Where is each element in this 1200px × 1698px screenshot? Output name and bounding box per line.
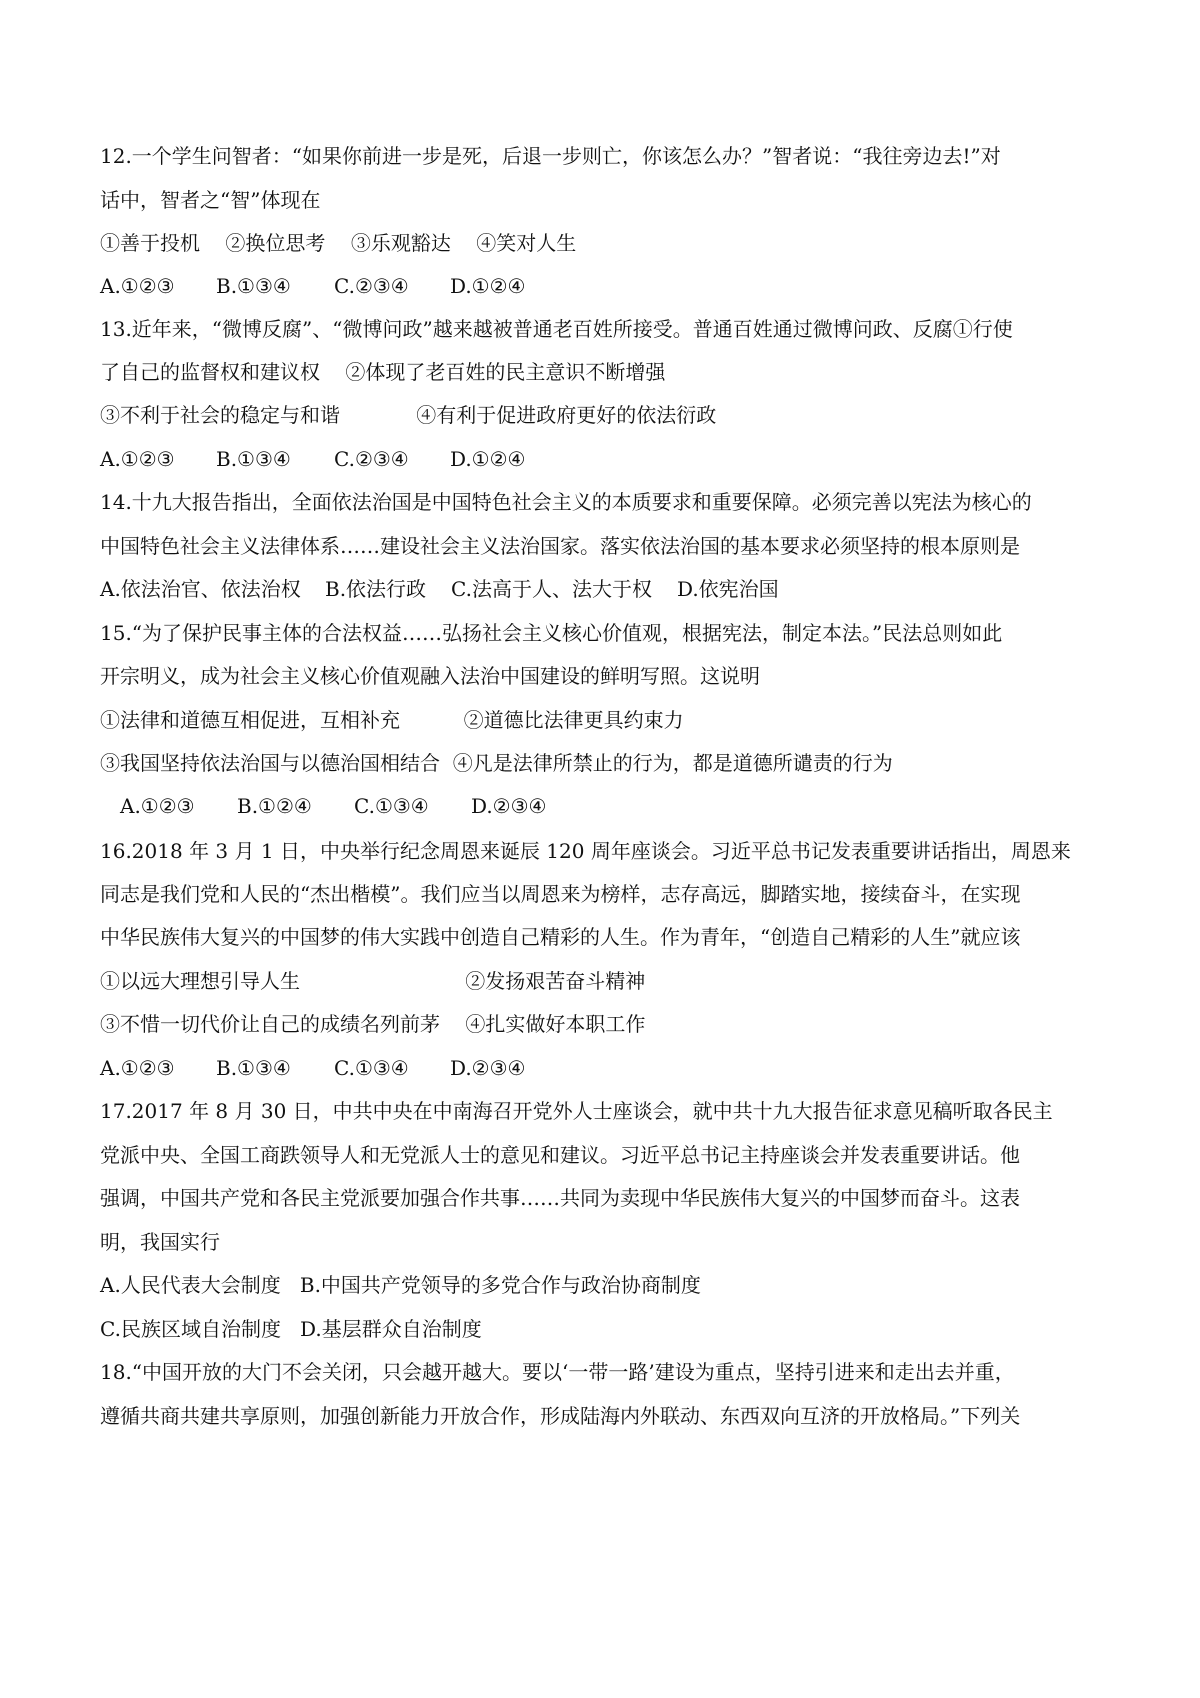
q17-stem-line-4: 明，我国实行	[100, 1230, 220, 1254]
q12-option-b: B.①③④	[216, 274, 291, 298]
q13-stem-line-3: ③不利于社会的稳定与和谐 ④有利于促进政府更好的依法衍政	[100, 403, 717, 427]
q18-stem-line-1: 18.“中国开放的大门不会关闭，只会越开越大。要以‘一带一路’建设为重点，坚持引进来和走出去并重，	[100, 1360, 1015, 1384]
q17-stem-line-1: 17.2017 年 8 月 30 日，中共中央在中南海召开党外人士座谈会，就中共十九大报告征求意见稿听取各民主	[100, 1099, 1053, 1123]
q17-stem-line-2: 党派中央、全国工商跌领导人和无党派人士的意见和建议。习近平总书记主持座谈会并发表重要讲话。他	[100, 1143, 1020, 1167]
q16-option-c: C.①③④	[334, 1056, 409, 1080]
q12-stem-line-2: 话中，智者之“智”体现在	[100, 188, 321, 212]
q15-option-a: A.①②③	[120, 794, 195, 818]
q16-stem-line-3: 中华民族伟大复兴的中国梦的伟大实践中创造自己精彩的人生。作为青年，“创造自己精彩的人生”就应该	[100, 925, 1021, 949]
q12-option-d: D.①②④	[450, 274, 526, 298]
q14-option-b: B.依法行政	[325, 577, 427, 601]
q18-stem-line-2: 遵循共商共建共享原则，加强创新能力开放合作，形成陆海内外联动、东西双向互济的开放格局。”下列关	[100, 1404, 1021, 1428]
q17-options-line-1: A.人民代表大会制度 B.中国共产党领导的多党合作与政治协商制度	[100, 1273, 701, 1297]
q15-option-b: B.①②④	[237, 794, 312, 818]
q15-option-d: D.②③④	[471, 794, 547, 818]
q12-options	[100, 272, 1100, 300]
q12-items: ①善于投机 ②换位思考 ③乐观豁达 ④笑对人生	[100, 231, 577, 255]
q16-options	[100, 1054, 1100, 1082]
q15-items-line-1: ①法律和道德互相促进，互相补充 ②道德比法律更具约束力	[100, 708, 684, 732]
q16-option-b: B.①③④	[216, 1056, 291, 1080]
q12-option-c: C.②③④	[334, 274, 409, 298]
q14-option-a: A.依法治官、依法治权	[100, 577, 301, 601]
q17-options-line-2: C.民族区域自治制度 D.基层群众自治制度	[100, 1317, 482, 1341]
q14-stem-line-1: 14.十九大报告指出，全面依法治国是中国特色社会主义的本质要求和重要保障。必须完善以宪法为核心的	[100, 490, 1032, 514]
q15-stem-line-1: 15.“为了保护民事主体的合法权益……弘扬社会主义核心价值观，根据宪法，制定本法。”民法总则如此	[100, 621, 1003, 645]
q13-option-c: C.②③④	[334, 447, 409, 471]
q15-option-c: C.①③④	[354, 794, 429, 818]
q13-options	[100, 445, 1100, 473]
q12-option-a: A.①②③	[100, 274, 175, 298]
q14-option-c: C.法高于人、法大于权	[451, 577, 652, 601]
q14-option-d: D.依宪治国	[677, 577, 779, 601]
q14-options	[100, 575, 1100, 603]
q14-stem-line-2: 中国特色社会主义法律体系……建设社会主义法治国家。落实依法治国的基本要求必须坚持的根本原则是	[100, 534, 1020, 558]
q16-option-a: A.①②③	[100, 1056, 175, 1080]
q16-stem-line-2: 同志是我们党和人民的“杰出楷模”。我们应当以周恩来为榜样，志存高远，脚踏实地，接续奋斗，在实现	[100, 882, 1021, 906]
q15-options	[120, 792, 1120, 820]
q12-stem-line-1: 12.一个学生问智者：“如果你前进一步是死，后退一步则亡，你该怎么办？”智者说：“我往旁边去!”对	[100, 144, 1001, 168]
q13-stem-line-1: 13.近年来，“微博反腐”、“微博问政”越来越被普通老百姓所接受。普通百姓通过微博问政、反腐①行使	[100, 317, 1013, 341]
q13-option-a: A.①②③	[100, 447, 175, 471]
q15-items-line-2: ③我国坚持依法治国与以德治国相结合 ④凡是法律所禁止的行为，都是道德所谴责的行为	[100, 751, 893, 775]
q16-option-d: D.②③④	[450, 1056, 526, 1080]
q16-stem-line-1: 16.2018 年 3 月 1 日，中央举行纪念周恩来诞辰 120 周年座谈会。习近平总书记发表重要讲话指出，周恩来	[100, 839, 1071, 863]
q16-items-line-2: ③不惜一切代价让自己的成绩名列前茅 ④扎实做好本职工作	[100, 1012, 646, 1036]
q15-stem-line-2: 开宗明义，成为社会主义核心价值观融入法治中国建设的鲜明写照。这说明	[100, 664, 760, 688]
q16-items-line-1: ①以远大理想引导人生 ②发扬艰苦奋斗精神	[100, 969, 646, 993]
q13-option-b: B.①③④	[216, 447, 291, 471]
q13-option-d: D.①②④	[450, 447, 526, 471]
q17-stem-line-3: 强调，中国共产党和各民主党派要加强合作共事……共同为卖现中华民族伟大复兴的中国梦而奋斗。这表	[100, 1186, 1020, 1210]
q13-stem-line-2: 了自己的监督权和建议权 ②体现了老百姓的民主意识不断增强	[100, 360, 666, 384]
